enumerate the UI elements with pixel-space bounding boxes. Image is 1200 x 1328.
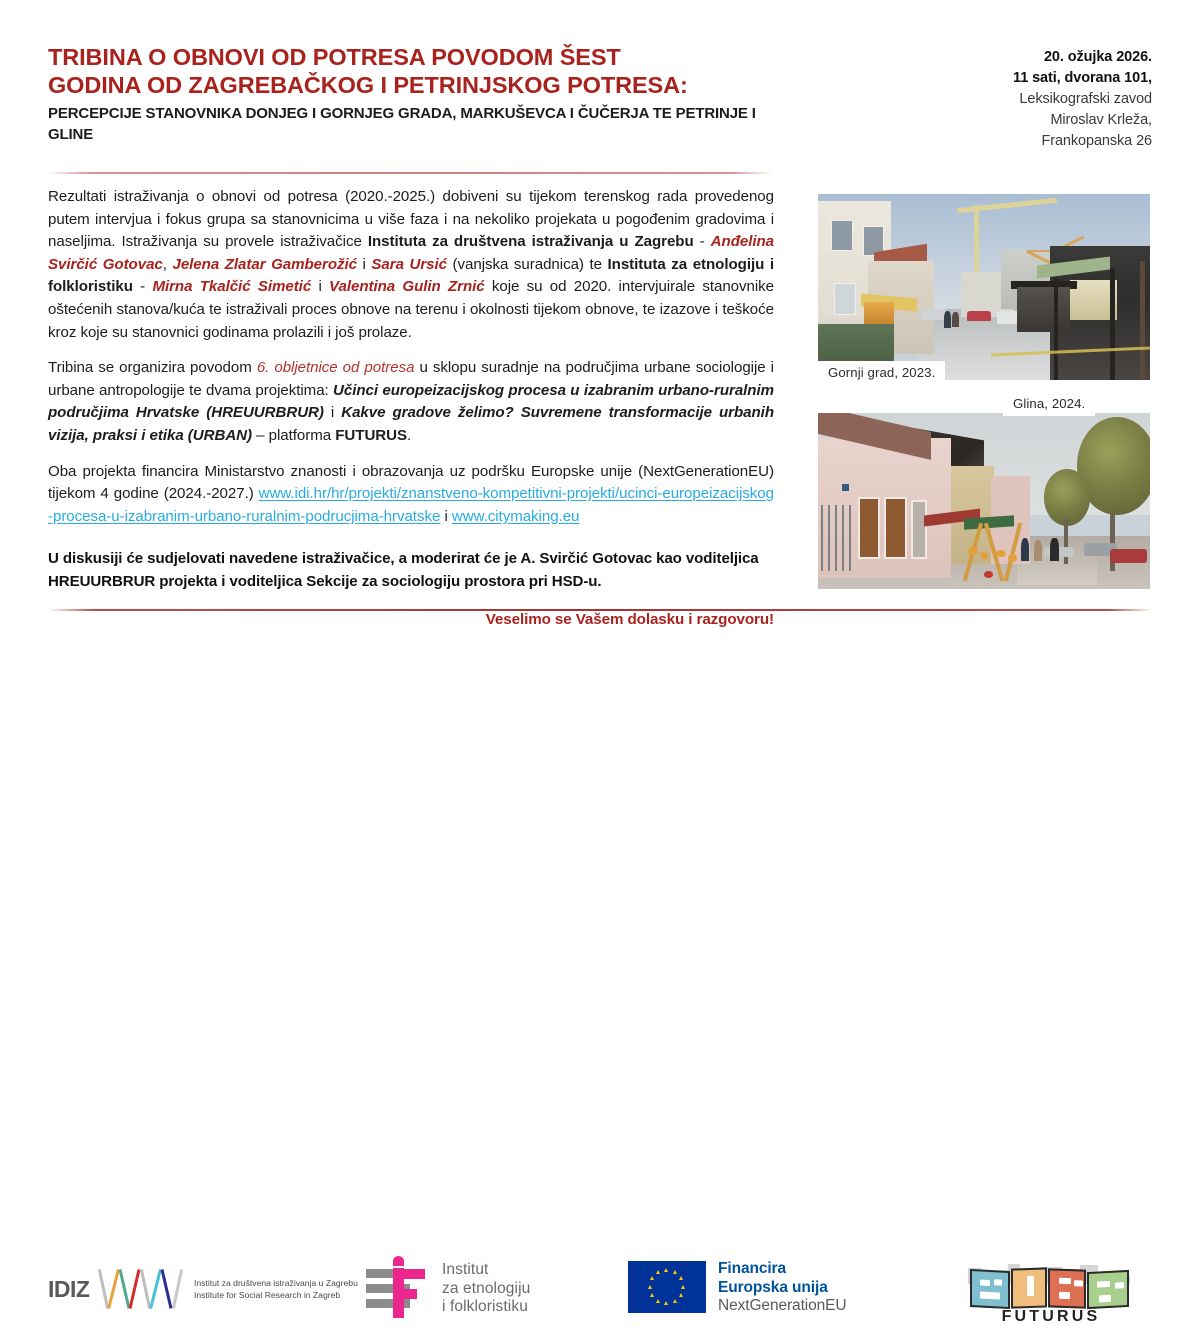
photo2-tree-trunk <box>1064 519 1068 565</box>
eu-star-icon <box>664 1268 668 1272</box>
p1-text-4: i <box>356 255 372 273</box>
idiz-stroke <box>98 1269 109 1309</box>
idiz-stroke <box>119 1269 131 1309</box>
paragraph-projects <box>48 357 774 447</box>
eu-star-icon <box>673 1299 677 1303</box>
page-title-line-2: GODINA OD ZAGREBAČKOG I PETRINJSKOG POTRESA: <box>48 71 688 98</box>
researcher-name-4: Mirna Tkalčić Simetić <box>152 278 312 296</box>
photo1-window <box>834 283 856 316</box>
title-block <box>48 44 778 145</box>
idiz-name-hr: Institut za društvena istraživanja u Zagrebu <box>194 1278 358 1288</box>
platform-name: FUTURUS <box>335 426 408 444</box>
eu-star-icon <box>650 1293 654 1297</box>
p1-text-6: - <box>132 278 153 296</box>
photo1-window <box>831 220 853 251</box>
p1-text-1: Rezultati istraživanja o obnovi od potresa (2020.-2025.) dobiveni su tijekom terenskog rada provedenog putem intervjua i fokus grupa sa stanovnicima u više faza i na nekoliko projekata u pogođenim gradovima i naseljima. Istraživanja su provele istraživačice <box>48 188 774 251</box>
photo2-pedestrian <box>1021 538 1030 561</box>
futurus-house-window <box>994 1279 1002 1285</box>
futurus-wordmark: FUTURUS <box>1001 1308 1101 1325</box>
event-time-hall: 11 sati, dvorana 101, <box>1013 70 1152 86</box>
ief-fullname <box>442 1261 530 1317</box>
eu-star-icon <box>673 1270 677 1274</box>
photo1-pedestrian <box>952 312 959 327</box>
photo2-sign <box>842 484 849 491</box>
logo-futurus <box>962 1256 1137 1328</box>
photo2-metal-gate <box>821 505 851 572</box>
institute-ief-mention: Instituta za etnologiju i folkloristiku <box>48 255 774 296</box>
futurus-house <box>1011 1267 1047 1308</box>
project-title-1: Učinci europeizacijskog procesa u izabranim urbano-ruralnim područjima Hrvatske (HREUURBRUR) <box>48 381 774 422</box>
idiz-acronym: IDIZ <box>48 1276 90 1302</box>
idiz-name-en: Institute for Social Research in Zagreb <box>194 1290 341 1300</box>
p3-text-2: i <box>440 507 452 525</box>
futurus-house <box>1048 1268 1086 1308</box>
paragraph-research <box>48 186 774 344</box>
idiz-stroke <box>172 1269 183 1309</box>
event-venue-line-1: Leksikografski zavod <box>1019 91 1152 107</box>
idiz-stroke <box>149 1269 161 1308</box>
photo1-car <box>967 311 990 321</box>
futurus-houses-icon <box>966 1268 1134 1308</box>
divider-top <box>48 172 773 174</box>
idiz-stroke <box>161 1269 173 1309</box>
project-link-idi[interactable]: www.idi.hr/hr/projekti/znanstveno-kompetitivni-projekti/ucinci-europeizacijskog-procesa-u-izabranim-urbano-ruralnim-podrucjima-hrvatske <box>48 485 774 525</box>
photo2-shop-window <box>911 500 927 559</box>
photo2-shop-door <box>884 497 907 559</box>
p1-text-3: , <box>162 255 173 273</box>
p2-text-2: u sklopu suradnje na područjima urbane sociologije i urbane antropologije te dvama projektima: <box>48 359 774 399</box>
p1-text-2: - <box>693 233 711 251</box>
futurus-house <box>1087 1270 1129 1309</box>
idiz-stroke <box>140 1269 151 1309</box>
futurus-house-window <box>1074 1280 1083 1286</box>
photo2-car <box>1110 549 1147 563</box>
futurus-house <box>970 1269 1010 1309</box>
photo1-lit-window <box>864 302 894 326</box>
footer-logos <box>0 620 1200 1325</box>
page-title-line-1: TRIBINA O OBNOVI OD POTRESA POVODOM ŠEST <box>48 44 621 70</box>
researcher-name-5: Valentina Gulin Zrnić <box>329 278 485 296</box>
photo-glina <box>818 413 1150 589</box>
logo-european-union <box>628 1261 928 1313</box>
anniversary-emphasis: 6. obljetnice od potresa <box>256 359 415 377</box>
eu-star-icon <box>679 1293 683 1297</box>
photo2-pumpkin <box>1008 554 1017 561</box>
futurus-house-window <box>1059 1278 1071 1284</box>
project-title-2: Kakve gradove želimo? Suvremene transformacije urbanih vizija, praksi i etika (URBAN) <box>48 404 774 444</box>
welcome-message: Veselimo se Vašem dolasku i razgovoru! <box>485 610 774 628</box>
institute-idiz-mention: Instituta za društvena istraživanja u Zagrebu <box>367 233 694 251</box>
photo1-post <box>1110 268 1115 380</box>
p1-text-7: i <box>311 278 330 296</box>
page-subtitle: PERCEPCIJE STANOVNIKA DONJEG I GORNJEG GRADA, MARKUŠEVCA I ČUČERJA TE PETRINJE I GLINE <box>48 105 756 143</box>
p3-text-1: Oba projekta financira Ministarstvo znanosti i obrazovanja uz podršku Europske unije (NextGenerationEU) tijekom 4 godine (2024.-2027.) <box>48 462 774 503</box>
paragraph-funding <box>48 461 774 529</box>
photo2-shop-door <box>858 497 881 559</box>
idiz-fullname <box>194 1277 394 1301</box>
ief-name-line-1: Institut <box>442 1261 489 1278</box>
event-address: Frankopanska 26 <box>1041 133 1152 149</box>
photo2-pedestrian <box>1050 538 1059 561</box>
eu-star-icon <box>656 1299 660 1303</box>
poster-header <box>0 0 1200 165</box>
photo2-pumpkin <box>980 552 989 559</box>
photo1-pedestrian <box>944 311 951 328</box>
futurus-house-window <box>980 1291 1000 1299</box>
p2-text-3: i <box>323 404 342 422</box>
p2-text-5: . <box>407 426 412 444</box>
ief-name-line-3: i folkloristiku <box>442 1298 528 1315</box>
eu-flag-icon <box>628 1261 706 1313</box>
futurus-house-window <box>1115 1282 1124 1288</box>
eu-line-1: Financira <box>718 1260 787 1277</box>
eu-star-icon <box>656 1270 660 1274</box>
divider-bottom <box>48 609 1153 611</box>
photo-gornji-grad <box>818 194 1150 380</box>
photo-caption-glina: Glina, 2024. <box>1003 392 1095 416</box>
eu-star-icon <box>679 1276 683 1280</box>
eu-star-icon <box>681 1285 685 1289</box>
futurus-house-window <box>1099 1295 1111 1303</box>
event-venue-line-2: Miroslav Krleža, <box>1050 112 1152 128</box>
idiz-stroke <box>107 1269 119 1308</box>
p2-text-1: Tribina se organizira povodom <box>48 359 257 377</box>
photo2-tree <box>1044 469 1090 525</box>
logo-idiz <box>48 1265 358 1313</box>
project-link-citymaking[interactable]: www.citymaking.eu <box>451 507 580 525</box>
researcher-name-3: Sara Ursić <box>371 255 447 273</box>
futurus-house-window <box>980 1279 990 1286</box>
eu-funding-text <box>718 1260 847 1316</box>
logo-ief <box>366 1256 596 1318</box>
ief-mark-icon <box>366 1256 428 1318</box>
p1-text-8: koje su od 2020. intervjuirale stanovnike oštećenih stanova/kuća te istraživali proces obnove na terenu i okolnosti tijekom obnove, te izazove i teškoće kroz koje su stanovnici godinama prolazili i još prolaze. <box>48 278 775 341</box>
eu-line-3: NextGenerationEU <box>718 1297 847 1314</box>
futurus-house-window <box>1059 1292 1070 1299</box>
photo1-market-stall <box>1017 287 1070 332</box>
futurus-house-window <box>1027 1276 1034 1296</box>
photo-caption-gornji-grad: Gornji grad, 2023. <box>818 361 945 385</box>
photo2-pedestrian <box>1034 540 1042 561</box>
idiz-stroke <box>129 1269 141 1309</box>
body-text-column <box>48 186 774 628</box>
event-date: 20. ožujka 2026. <box>1043 49 1152 65</box>
researcher-name-2: Jelena Zlatar Gamberožić <box>172 255 357 273</box>
eu-star-icon <box>664 1301 668 1305</box>
photo2-crate <box>984 571 993 578</box>
researcher-name-1: Anđelina Svirčić Gotovac <box>48 233 775 273</box>
idiz-mark-icon <box>100 1265 182 1313</box>
p1-text-5: (vanjska suradnica) te <box>447 255 608 273</box>
photo2-pumpkin <box>968 547 978 555</box>
eu-star-icon <box>650 1276 654 1280</box>
photo2-pumpkin <box>996 550 1006 558</box>
futurus-house-window <box>1097 1281 1110 1288</box>
eu-star-icon <box>648 1285 652 1289</box>
photo1-post <box>1054 278 1059 380</box>
event-info <box>892 47 1152 152</box>
paragraph-moderator: U diskusiji će sudjelovati navedene istraživačice, a moderirat će je A. Svirčić Gotovac kao voditeljica HREUURBRUR projekta i voditeljica Sekcije za sociologiju prostora pri HSD-u. <box>48 550 759 590</box>
ief-name-line-2: za etnologiju <box>442 1279 531 1297</box>
eu-line-2: Europska unija <box>718 1278 828 1296</box>
photo1-lamp-post <box>1140 261 1145 380</box>
p2-text-4: – platforma <box>252 426 336 444</box>
